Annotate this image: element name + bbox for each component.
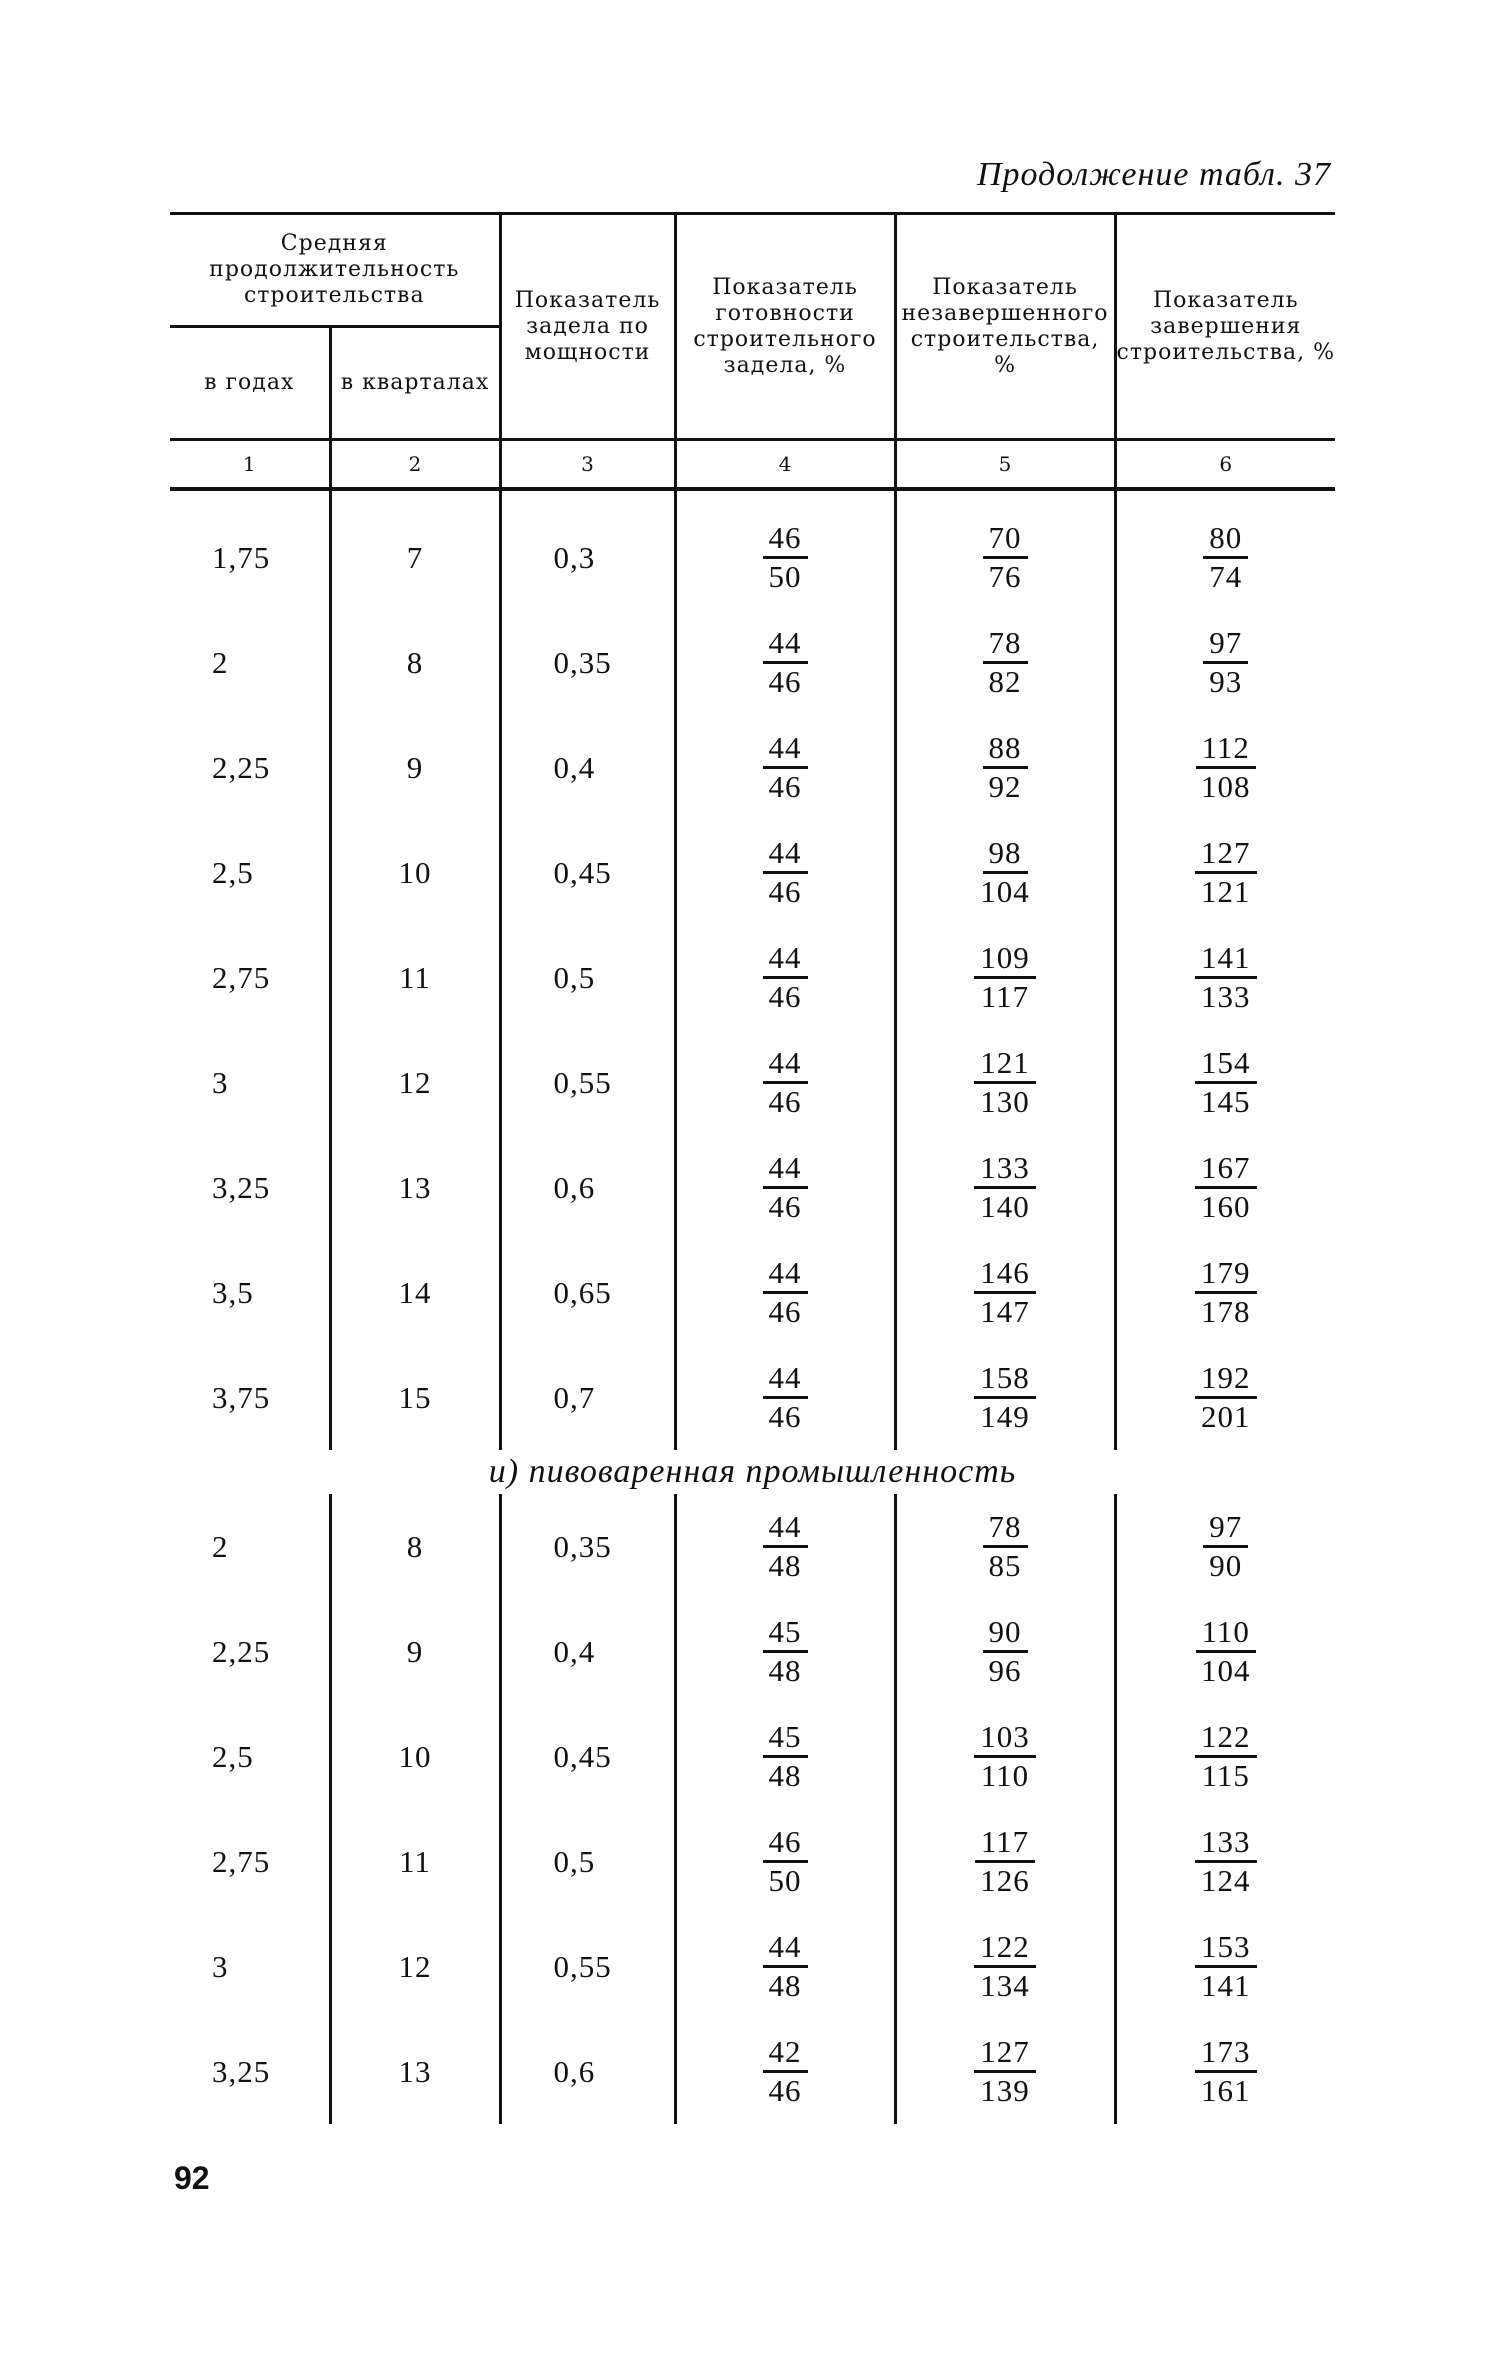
- c5-cell: [895, 1135, 1115, 1240]
- fraction: [983, 730, 1028, 805]
- fraction: [974, 2034, 1036, 2109]
- col-number-4: 4: [675, 440, 895, 490]
- c6-cell: [1115, 1704, 1335, 1809]
- fraction: [974, 1150, 1036, 1225]
- c4-cell: [675, 505, 895, 610]
- fraction-denominator: 92: [988, 769, 1022, 804]
- fraction-denominator: 74: [1209, 559, 1243, 594]
- c5-cell: [895, 1809, 1115, 1914]
- c4-cell: [675, 715, 895, 820]
- table-row: [170, 1599, 1335, 1704]
- header-col5: Показатель незавершенного строительства, %: [895, 214, 1115, 440]
- c4-cell: [675, 1704, 895, 1809]
- data-table: [170, 212, 1335, 2124]
- fraction: [983, 1509, 1028, 1584]
- c5-cell: [895, 1599, 1115, 1704]
- fraction-numerator: 44: [763, 625, 808, 664]
- table-row: [170, 1494, 1335, 1599]
- fraction: [983, 625, 1028, 700]
- fraction-numerator: 98: [983, 835, 1028, 874]
- c4-cell: [675, 2019, 895, 2124]
- table-row: [170, 1030, 1335, 1135]
- header-quarters: в кварталах: [330, 327, 500, 440]
- fraction-denominator: 82: [988, 664, 1022, 699]
- header-duration-group: Средняя продолжительность строительства: [170, 214, 500, 327]
- cell-quarters: 11: [330, 925, 500, 1030]
- c6-cell: [1115, 2019, 1335, 2124]
- table-row: [170, 820, 1335, 925]
- c4-cell: [675, 1599, 895, 1704]
- fraction-denominator: 46: [768, 2073, 802, 2108]
- table-row: [170, 1809, 1335, 1914]
- fraction: [763, 625, 808, 700]
- fraction: [763, 1719, 808, 1794]
- fraction-numerator: 109: [974, 940, 1036, 979]
- fraction-numerator: 44: [763, 940, 808, 979]
- fraction-numerator: 141: [1195, 940, 1257, 979]
- c5-cell: [895, 2019, 1115, 2124]
- fraction-denominator: 50: [768, 559, 802, 594]
- fraction-numerator: 122: [974, 1929, 1036, 1968]
- fraction-numerator: 45: [763, 1614, 808, 1653]
- fraction-denominator: 133: [1201, 979, 1251, 1014]
- fraction-denominator: 46: [768, 1399, 802, 1434]
- cell-capacity: 0,4: [500, 1599, 675, 1704]
- table-body-main: [170, 489, 1335, 1450]
- c6-cell: [1115, 1599, 1335, 1704]
- fraction-denominator: 126: [980, 1863, 1030, 1898]
- cell-quarters: 10: [330, 820, 500, 925]
- cell-years: 1,75: [212, 539, 271, 575]
- fraction-denominator: 46: [768, 874, 802, 909]
- fraction: [1195, 835, 1257, 910]
- c6-cell: [1115, 820, 1335, 925]
- header-col6: Показатель завершения строительства, %: [1115, 214, 1335, 440]
- c5-cell: [895, 1345, 1115, 1450]
- c6-cell: [1115, 505, 1335, 610]
- fraction-denominator: 130: [980, 1084, 1030, 1119]
- cell-quarters: 8: [330, 610, 500, 715]
- fraction-denominator: 178: [1201, 1294, 1251, 1329]
- cell-quarters: 14: [330, 1240, 500, 1345]
- fraction-numerator: 154: [1195, 1045, 1257, 1084]
- fraction-numerator: 103: [974, 1719, 1036, 1758]
- c6-cell: [1115, 1240, 1335, 1345]
- table-row: [170, 2019, 1335, 2124]
- fraction-denominator: 115: [1201, 1758, 1250, 1793]
- cell-quarters: 13: [330, 2019, 500, 2124]
- fraction-denominator: 48: [768, 1548, 802, 1583]
- fraction-numerator: 44: [763, 1045, 808, 1084]
- fraction-numerator: 44: [763, 1255, 808, 1294]
- fraction: [1195, 1045, 1257, 1120]
- cell-years: 3,25: [212, 2053, 271, 2089]
- cell-quarters: 12: [330, 1914, 500, 2019]
- cell-quarters: 8: [330, 1494, 500, 1599]
- c6-cell: [1115, 1135, 1335, 1240]
- cell-capacity: 0,4: [500, 715, 675, 820]
- c6-cell: [1115, 1345, 1335, 1450]
- c5-cell: [895, 1914, 1115, 2019]
- c6-cell: [1115, 610, 1335, 715]
- cell-years: 2,75: [212, 959, 271, 995]
- fraction-denominator: 48: [768, 1758, 802, 1793]
- fraction-numerator: 78: [983, 625, 1028, 664]
- fraction-numerator: 97: [1203, 625, 1248, 664]
- fraction-numerator: 133: [1195, 1824, 1257, 1863]
- col-number-1: 1: [170, 440, 330, 490]
- fraction: [763, 1360, 808, 1435]
- fraction-denominator: 96: [988, 1653, 1022, 1688]
- cell-years: 2,5: [212, 854, 254, 890]
- cell-years: 3: [212, 1948, 229, 1984]
- fraction: [1203, 625, 1248, 700]
- fraction: [974, 835, 1036, 910]
- header-years: в годах: [204, 370, 295, 395]
- cell-quarters: 12: [330, 1030, 500, 1135]
- fraction-numerator: 122: [1195, 1719, 1257, 1758]
- fraction: [1195, 1719, 1257, 1794]
- fraction: [763, 730, 808, 805]
- fraction-denominator: 149: [980, 1399, 1030, 1434]
- fraction: [974, 1045, 1036, 1120]
- cell-capacity: 0,45: [500, 1704, 675, 1809]
- fraction-numerator: 78: [983, 1509, 1028, 1548]
- col-number-3: 3: [500, 440, 675, 490]
- fraction-denominator: 76: [988, 559, 1022, 594]
- fraction-numerator: 192: [1195, 1360, 1257, 1399]
- fraction: [1195, 1150, 1257, 1225]
- col-number-5: 5: [895, 440, 1115, 490]
- fraction-denominator: 50: [768, 1863, 802, 1898]
- c6-cell: [1115, 715, 1335, 820]
- cell-capacity: 0,55: [500, 1030, 675, 1135]
- fraction: [1195, 1824, 1257, 1899]
- cell-years: 2,25: [212, 749, 271, 785]
- fraction-numerator: 127: [974, 2034, 1036, 2073]
- c5-cell: [895, 1030, 1115, 1135]
- table-section: [170, 1450, 1335, 1494]
- fraction: [1203, 520, 1248, 595]
- c5-cell: [895, 820, 1115, 925]
- table-row: [170, 715, 1335, 820]
- c6-cell: [1115, 1494, 1335, 1599]
- cell-quarters: 13: [330, 1135, 500, 1240]
- fraction-denominator: 46: [768, 1294, 802, 1329]
- fraction-denominator: 110: [980, 1758, 1030, 1793]
- c4-cell: [675, 925, 895, 1030]
- fraction-numerator: 146: [974, 1255, 1036, 1294]
- fraction-denominator: 48: [768, 1653, 802, 1688]
- table-caption: Продолжение табл. 37: [976, 156, 1331, 193]
- fraction-numerator: 46: [763, 1824, 808, 1863]
- fraction-numerator: 153: [1195, 1929, 1257, 1968]
- c4-cell: [675, 1030, 895, 1135]
- c4-cell: [675, 1240, 895, 1345]
- cell-capacity: 0,45: [500, 820, 675, 925]
- fraction-denominator: 108: [1201, 769, 1251, 804]
- fraction-denominator: 161: [1201, 2073, 1251, 2108]
- fraction-numerator: 44: [763, 1929, 808, 1968]
- header-col3: Показатель задела по мощности: [500, 214, 675, 440]
- fraction: [1195, 1614, 1257, 1689]
- fraction-numerator: 158: [974, 1360, 1036, 1399]
- fraction-numerator: 44: [763, 1360, 808, 1399]
- fraction-denominator: 134: [980, 1968, 1030, 2003]
- fraction-denominator: 90: [1209, 1548, 1243, 1583]
- fraction-numerator: 44: [763, 1150, 808, 1189]
- table-row: [170, 505, 1335, 610]
- cell-years: 3: [212, 1064, 229, 1100]
- c6-cell: [1115, 925, 1335, 1030]
- fraction-numerator: 88: [983, 730, 1028, 769]
- fraction: [763, 1150, 808, 1225]
- cell-capacity: 0,35: [500, 610, 675, 715]
- cell-years: 3,75: [212, 1379, 271, 1415]
- cell-capacity: 0,55: [500, 1914, 675, 2019]
- fraction-denominator: 46: [768, 1189, 802, 1224]
- fraction-denominator: 48: [768, 1968, 802, 2003]
- fraction: [974, 1719, 1036, 1794]
- c4-cell: [675, 1135, 895, 1240]
- c5-cell: [895, 610, 1115, 715]
- cell-capacity: 0,35: [500, 1494, 675, 1599]
- c6-cell: [1115, 1809, 1335, 1914]
- fraction: [763, 1824, 808, 1899]
- fraction: [763, 835, 808, 910]
- fraction: [974, 1360, 1036, 1435]
- cell-capacity: 0,6: [500, 1135, 675, 1240]
- fraction-numerator: 70: [983, 520, 1028, 559]
- cell-years: 3,5: [212, 1274, 254, 1310]
- fraction: [983, 520, 1028, 595]
- fraction: [763, 940, 808, 1015]
- cell-years: 2,75: [212, 1843, 271, 1879]
- fraction-denominator: 46: [768, 979, 802, 1014]
- fraction-numerator: 112: [1196, 730, 1256, 769]
- fraction-numerator: 173: [1195, 2034, 1257, 2073]
- fraction: [1195, 1255, 1257, 1330]
- cell-quarters: 11: [330, 1809, 500, 1914]
- c5-cell: [895, 505, 1115, 610]
- c4-cell: [675, 1914, 895, 2019]
- c4-cell: [675, 610, 895, 715]
- cell-capacity: 0,5: [500, 1809, 675, 1914]
- fraction-denominator: 121: [1201, 874, 1251, 909]
- c4-cell: [675, 1345, 895, 1450]
- cell-quarters: 7: [330, 505, 500, 610]
- fraction: [1195, 1929, 1257, 2004]
- fraction-denominator: 93: [1209, 664, 1243, 699]
- c5-cell: [895, 1240, 1115, 1345]
- fraction-numerator: 179: [1195, 1255, 1257, 1294]
- fraction: [763, 1929, 808, 2004]
- table-row: [170, 610, 1335, 715]
- fraction: [763, 1509, 808, 1584]
- fraction-numerator: 46: [763, 520, 808, 559]
- page-number: 92: [174, 2160, 210, 2196]
- fraction: [763, 1614, 808, 1689]
- fraction: [1195, 940, 1257, 1015]
- c5-cell: [895, 1494, 1115, 1599]
- fraction-denominator: 139: [980, 2073, 1030, 2108]
- cell-years: 2: [212, 644, 229, 680]
- table-row: [170, 1704, 1335, 1809]
- section-title: и) пивоваренная промышленность: [488, 1453, 1017, 1490]
- fraction: [974, 940, 1036, 1015]
- fraction-numerator: 42: [763, 2034, 808, 2073]
- cell-capacity: 0,7: [500, 1345, 675, 1450]
- table-row: [170, 1240, 1335, 1345]
- fraction-numerator: 90: [983, 1614, 1028, 1653]
- fraction-denominator: 160: [1201, 1189, 1251, 1224]
- cell-years: 2: [212, 1528, 229, 1564]
- fraction: [974, 1929, 1036, 2004]
- fraction-denominator: 124: [1201, 1863, 1251, 1898]
- fraction: [1195, 730, 1257, 805]
- fraction-denominator: 104: [1201, 1653, 1251, 1688]
- table-row: [170, 925, 1335, 1030]
- table-row: [170, 1135, 1335, 1240]
- table-row: [170, 1345, 1335, 1450]
- fraction-numerator: 121: [974, 1045, 1036, 1084]
- cell-quarters: 10: [330, 1704, 500, 1809]
- c4-cell: [675, 820, 895, 925]
- fraction-denominator: 85: [988, 1548, 1022, 1583]
- fraction-numerator: 133: [974, 1150, 1036, 1189]
- fraction-denominator: 46: [768, 664, 802, 699]
- cell-capacity: 0,5: [500, 925, 675, 1030]
- fraction: [763, 1255, 808, 1330]
- fraction: [763, 2034, 808, 2109]
- cell-quarters: 9: [330, 715, 500, 820]
- fraction-denominator: 141: [1201, 1968, 1251, 2003]
- c6-cell: [1115, 1030, 1335, 1135]
- fraction-denominator: 104: [980, 874, 1030, 909]
- c4-cell: [675, 1809, 895, 1914]
- fraction-denominator: 147: [980, 1294, 1030, 1329]
- fraction-numerator: 45: [763, 1719, 808, 1758]
- table-body-brewing: [170, 1494, 1335, 2124]
- fraction-numerator: 80: [1203, 520, 1248, 559]
- cell-capacity: 0,3: [500, 505, 675, 610]
- fraction-numerator: 97: [1203, 1509, 1248, 1548]
- col-number-2: 2: [330, 440, 500, 490]
- fraction: [763, 520, 808, 595]
- fraction-numerator: 44: [763, 730, 808, 769]
- fraction-numerator: 117: [975, 1824, 1035, 1863]
- table-row: [170, 1914, 1335, 2019]
- fraction-denominator: 46: [768, 1084, 802, 1119]
- cell-quarters: 9: [330, 1599, 500, 1704]
- cell-quarters: 15: [330, 1345, 500, 1450]
- fraction-numerator: 110: [1196, 1614, 1256, 1653]
- cell-capacity: 0,6: [500, 2019, 675, 2124]
- fraction-denominator: 140: [980, 1189, 1030, 1224]
- fraction: [983, 1614, 1028, 1689]
- fraction-numerator: 44: [763, 835, 808, 874]
- fraction-denominator: 46: [768, 769, 802, 804]
- fraction-denominator: 117: [980, 979, 1030, 1014]
- fraction-numerator: 44: [763, 1509, 808, 1548]
- fraction: [974, 1824, 1036, 1899]
- cell-years: 3,25: [212, 1169, 271, 1205]
- fraction: [974, 1255, 1036, 1330]
- fraction-denominator: 201: [1201, 1399, 1251, 1434]
- fraction: [1195, 2034, 1257, 2109]
- c6-cell: [1115, 1914, 1335, 2019]
- fraction-numerator: 167: [1195, 1150, 1257, 1189]
- c5-cell: [895, 715, 1115, 820]
- cell-years: 2,5: [212, 1738, 254, 1774]
- cell-capacity: 0,65: [500, 1240, 675, 1345]
- cell-years: 2,25: [212, 1633, 271, 1669]
- c5-cell: [895, 1704, 1115, 1809]
- fraction-denominator: 145: [1201, 1084, 1251, 1119]
- fraction: [1203, 1509, 1248, 1584]
- col-number-6: 6: [1115, 440, 1335, 490]
- header-col4: Показатель готовности строительного задела, %: [675, 214, 895, 440]
- c4-cell: [675, 1494, 895, 1599]
- c5-cell: [895, 925, 1115, 1030]
- fraction-numerator: 127: [1195, 835, 1257, 874]
- fraction: [1195, 1360, 1257, 1435]
- fraction: [763, 1045, 808, 1120]
